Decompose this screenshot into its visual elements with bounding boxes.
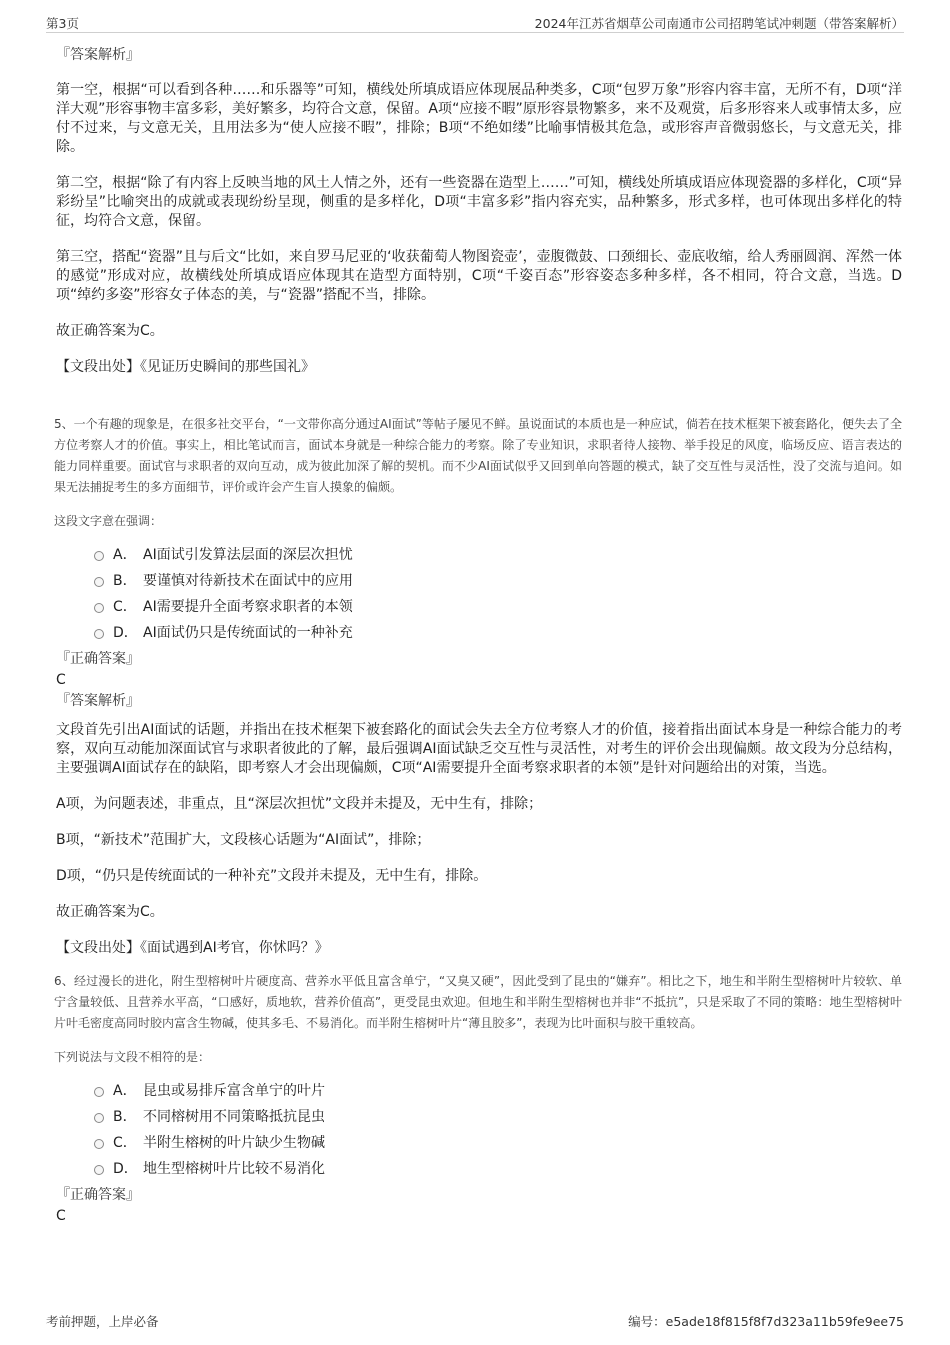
- question-text: 6、经过漫长的进化，附生型榕树叶片硬度高、营养水平低且富含单宁，“又臭又硬”，因此受到了昆虫的“嫌弃”。相比之下，地生和半附生型榕树叶片较软、单宁含量较低、且营养水平高，“口感好，质地软，营养价值高”，更受昆虫欢迎。但地生和半附生型榕树也并非“不抵抗”，只是采取了不同的策略：地生型榕树叶片叶毛密度高同时胶内富含生物碱，使其多毛、不易消化。而半附生榕树叶片“薄且胶多”，表现为比叶面积与胶干重较高。: [54, 974, 902, 1030]
- option-a[interactable]: A． 昆虫或易排斥富含单宁的叶片: [54, 1078, 902, 1104]
- option-label: 昆虫或易排斥富含单宁的叶片: [143, 1083, 325, 1099]
- analysis-label: 『答案解析』: [56, 47, 140, 63]
- page-header: [46, 12, 904, 33]
- option-c[interactable]: C． AI需要提升全面考察求职者的本领: [54, 594, 902, 620]
- options-list: [54, 1078, 902, 1182]
- analysis-paragraph: A项，为问题表述，非重点，且“深层次担忧”文段并未提及，无中生有，排除；: [56, 796, 543, 812]
- analysis-conclusion: 故正确答案为C。: [56, 323, 164, 339]
- page-content: [56, 46, 902, 1225]
- option-label: 不同榕树用不同策略抵抗昆虫: [143, 1109, 325, 1125]
- option-b[interactable]: B． 要谨慎对待新技术在面试中的应用: [54, 568, 902, 594]
- analysis-conclusion: 故正确答案为C。: [56, 904, 164, 920]
- source-citation: 【文段出处】《面试遇到AI考官，你怵吗？》: [56, 940, 329, 956]
- option-label: 要谨慎对待新技术在面试中的应用: [143, 573, 353, 589]
- page-number: 第3页: [46, 16, 79, 31]
- option-b[interactable]: B． 不同榕树用不同策略抵抗昆虫: [54, 1104, 902, 1130]
- correct-answer-label: 『正确答案』: [56, 651, 140, 667]
- option-label: AI面试仍只是传统面试的一种补充: [143, 625, 353, 641]
- radio-icon[interactable]: [94, 1165, 104, 1175]
- question-6: [54, 971, 902, 1182]
- analysis-paragraph: 第一空，根据“可以看到各种……和乐器等”可知，横线处所填成语应体现展品种类多，C项“包罗万象”形容内容丰富，无所不有，D项“洋洋大观”形容事物丰富多彩，美好繁多，均符合文意，保留。A项“应接不暇”原形容景物繁多，来不及观赏，后多形容来人或事情太多，应付不过来，与文意无关，且用法多为“使人应接不暇”，排除；B项“不绝如缕”比喻事情极其危急，或形容声音微弱悠长，与文意无关，排除。: [56, 82, 902, 155]
- footer-slogan: 考前押题，上岸必备: [46, 1314, 159, 1329]
- document-title: 2024年江苏省烟草公司南通市公司招聘笔试冲刺题（带答案解析）: [534, 16, 904, 31]
- options-list: [54, 542, 902, 646]
- question-text: 5、一个有趣的现象是，在很多社交平台，“一文带你高分通过AI面试”等帖子屡见不鲜。虽说面试的本质也是一种应试，倘若在技术框架下被套路化，便失去了全方位考察人才的价值。事实上，相比笔试而言，面试本身就是一种综合能力的考察。除了专业知识，求职者待人接物、举手投足的风度，临场反应、语言表达的能力同样重要。面试官与求职者的双向互动，成为彼此加深了解的契机。而不少AI面试似乎又回到单向答题的模式，缺了交互性与灵活性，没了交流与追问。如果无法捕捉考生的多方面细节，评价或许会产生盲人摸象的偏颇。: [54, 417, 902, 494]
- analysis-paragraph: B项，“新技术”范围扩大，文段核心话题为“AI面试”，排除；: [56, 832, 431, 848]
- analysis-label: 『答案解析』: [56, 693, 140, 709]
- analysis-paragraph: D项，“仍只是传统面试的一种补充”文段并未提及，无中生有，排除。: [56, 868, 488, 884]
- radio-icon[interactable]: [94, 1139, 104, 1149]
- option-label: 半附生榕树的叶片缺少生物碱: [143, 1135, 325, 1151]
- question-prompt: 这段文字意在强调：: [54, 514, 163, 528]
- question-5: [54, 414, 902, 646]
- radio-icon[interactable]: [94, 577, 104, 587]
- analysis-paragraph: 文段首先引出AI面试的话题，并指出在技术框架下被套路化的面试会失去全方位考察人才的价值，接着指出面试本身是一种综合能力的考察，双向互动能加深面试官与求职者彼此的了解，最后强调AI面试缺乏交互性与灵活性，对考生的评价会出现偏颇。故文段为分总结构，主要强调AI面试存在的缺陷，即考察人才会出现偏颇，C项“AI需要提升全面考察求职者的本领”是针对问题给出的对策，当选。: [56, 722, 902, 776]
- option-label: AI需要提升全面考察求职者的本领: [143, 599, 353, 615]
- correct-answer-label: 『正确答案』: [56, 1187, 140, 1203]
- page-footer: [46, 1312, 904, 1330]
- analysis-paragraph: 第三空，搭配“瓷器”且与后文“比如，来自罗马尼亚的‘收获葡萄人物图瓷壶’，壶腹微鼓、口颈细长、壶底收缩，给人秀丽圆润、浑然一体的感觉”形成对应，故横线处所填成语应体现其在造型方面特别，C项“千姿百态”形容姿态多种多样，各不相同，符合文意，当选。D项“绰约多姿”形容女子体态的美，与“瓷器”搭配不当，排除。: [56, 249, 902, 303]
- radio-icon[interactable]: [94, 1087, 104, 1097]
- analysis-paragraph: 第二空，根据“除了有内容上反映当地的风土人情之外，还有一些瓷器在造型上……”可知，横线处所填成语应体现瓷器的多样化，C项“异彩纷呈”比喻突出的成就或表现纷纷呈现，侧重的是多样化，D项“丰富多彩”指内容充实，品种繁多，形式多样，也可体现出多样化的特征，均符合文意，保留。: [56, 175, 902, 229]
- radio-icon[interactable]: [94, 603, 104, 613]
- radio-icon[interactable]: [94, 1113, 104, 1123]
- option-c[interactable]: C． 半附生榕树的叶片缺少生物碱: [54, 1130, 902, 1156]
- option-d[interactable]: D． 地生型榕树叶片比较不易消化: [54, 1156, 902, 1182]
- source-citation: 【文段出处】《见证历史瞬间的那些国礼》: [56, 359, 315, 375]
- radio-icon[interactable]: [94, 551, 104, 561]
- option-label: 地生型榕树叶片比较不易消化: [143, 1161, 325, 1177]
- radio-icon[interactable]: [94, 629, 104, 639]
- correct-answer: C: [56, 1208, 66, 1224]
- option-label: AI面试引发算法层面的深层次担忧: [143, 547, 353, 563]
- option-a[interactable]: A． AI面试引发算法层面的深层次担忧: [54, 542, 902, 568]
- document-id: 编号：e5ade18f815f8f7d323a11b59fe9ee75: [628, 1314, 904, 1329]
- correct-answer: C: [56, 672, 66, 688]
- question-prompt: 下列说法与文段不相符的是：: [54, 1050, 211, 1064]
- option-d[interactable]: D． AI面试仍只是传统面试的一种补充: [54, 620, 902, 646]
